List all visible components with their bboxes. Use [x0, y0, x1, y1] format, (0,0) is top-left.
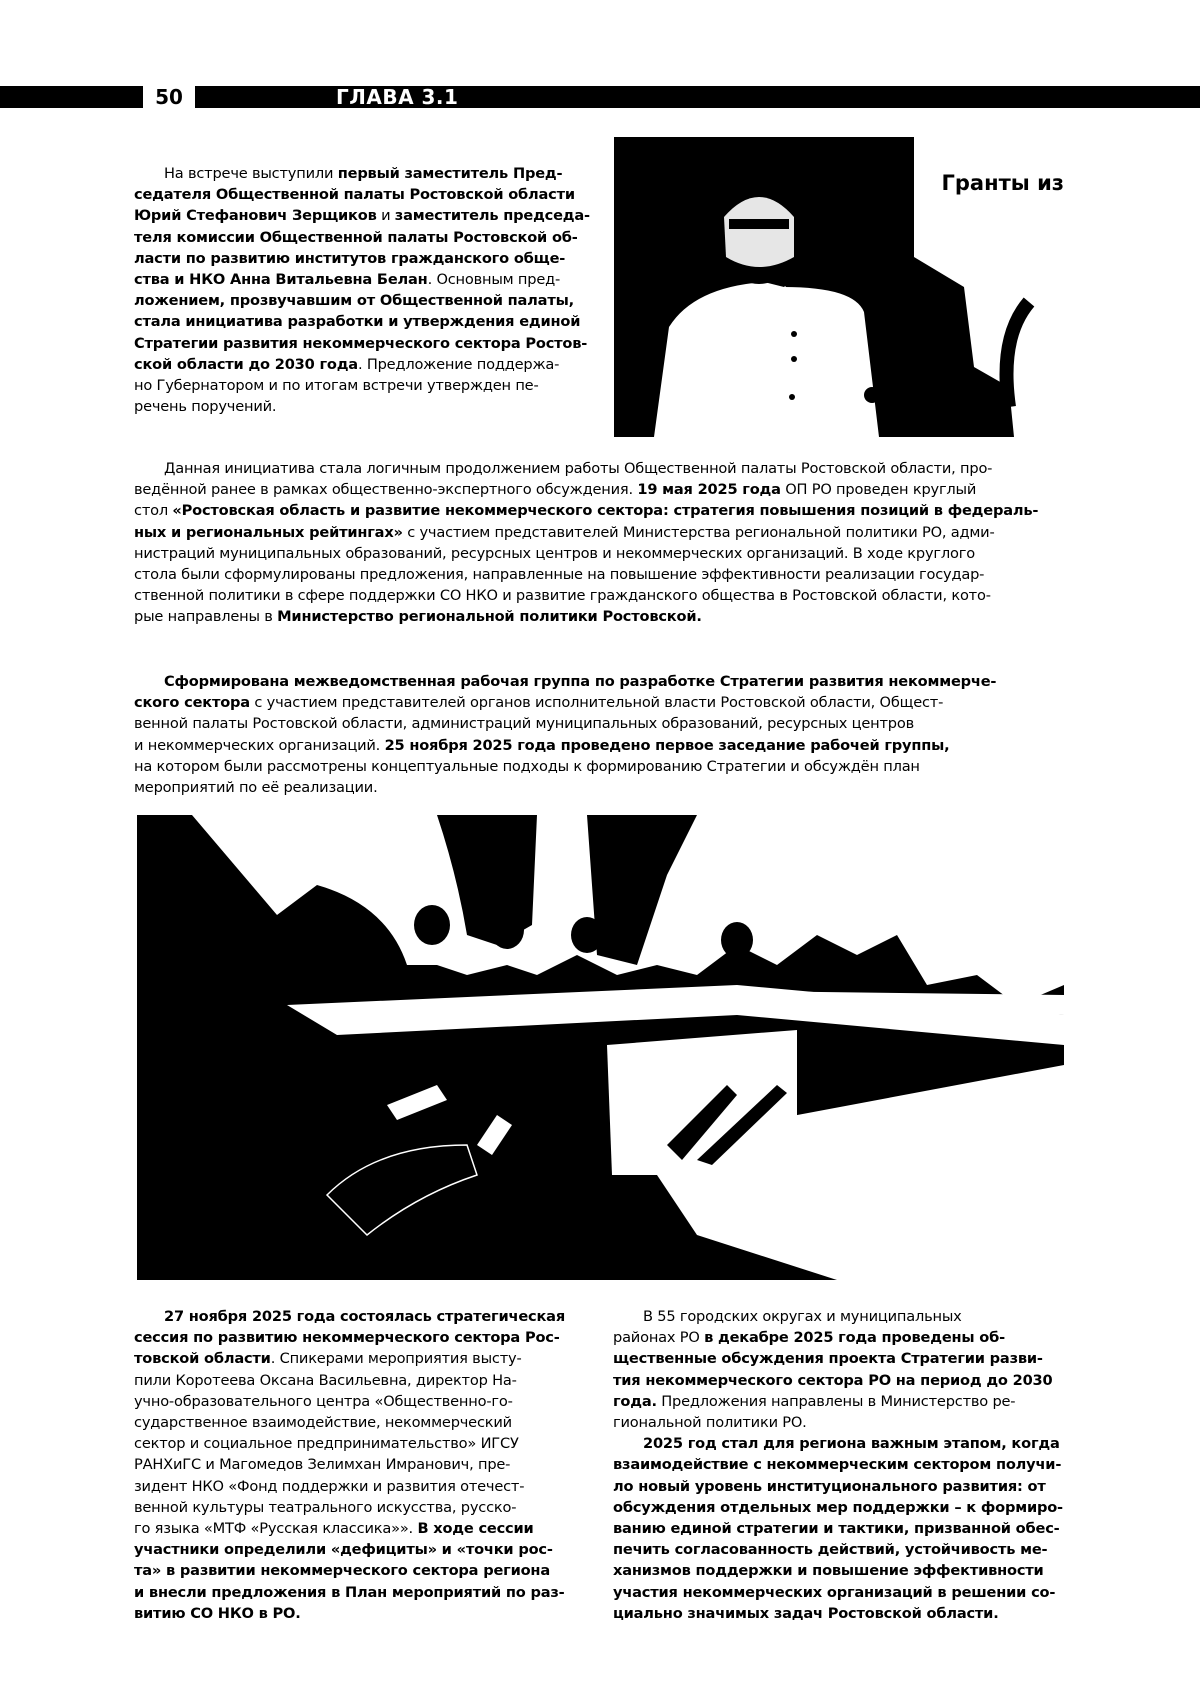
page-number: 50	[155, 85, 183, 109]
photo-screen-value: 8,7	[958, 383, 1008, 416]
photo-screen-caption: Гранты из	[941, 171, 1064, 195]
roundtable-paragraph: Данная инициатива стала логичным продолжением работы Общественной палаты Ростовской области, про- ведённой ранее в рамках общественно-экспертного обсуждения. 19 мая 2025 года ОП РО проведен круглый стол «Ростовская область и развитие некоммерческого сектора: стратегия повышения позиций в федераль- ных и региональных рейтингах» с участием представителей Министерства региональной политики РО, адми- нистраций муниципальных образований, ресурсных центров и некоммерческих организаций. В ходе круглого стола были сформулированы предложения, направленные на повышение эффективности реализации государ- ственной политики в сфере поддержки СО НКО и развитие гражданского общества в Ростовской области, кото- рые направлены в Министерство региональной политики Ростовской.	[134, 460, 1039, 626]
strategic-session-column: 27 ноября 2025 года состоялась стратегическая сессия по развитию некоммерческого сектора Рос- товской области. Спикерами мероприятия высту- пили Коротеева Оксана Васильевна, директор На- учно-образовательного центра «Общественно-го- сударственное взаимодействие, некоммерческий сектор и социальное предпринимательство» ИГСУ РАНХиГС и Магомедов Зелимхан Имранович, пре- зидент НКО «Фонд поддержки и развития отечест- венной культуры театрального искусства, русско- го языка «МТФ «Русская классика»». В ходе сессии участники определили «дефициты» и «точки рос- та» в развитии некоммерческого сектора региона и внесли предложения в План мероприятий по раз- витию СО НКО в РО.	[134, 1308, 566, 1622]
intro-paragraph: На встрече выступили первый заместитель Пред- седателя Общественной палаты Ростовской области Юрий Стефанович Зерщиков и заместитель председа- теля комиссии Общественной палаты Ростовской об- ласти по развитию институтов гражданского обще- ства и НКО Анна Витальевна Белан. Основным пред- ложением, прозвучавшим от Общественной палаты, стала инициатива разработки и утверждения единой Стратегии развития некоммерческого сектора Ростов- ской области до 2030 года. Предложение поддержа- но Губернатором и по итогам встречи утвержден пе- речень поручений.	[134, 165, 590, 416]
chapter-title: ГЛАВА 3.1	[336, 85, 459, 109]
chapter-header-bar	[0, 86, 1200, 108]
working-group-paragraph: Сформирована межведомственная рабочая группа по разработке Стратегии развития некоммерче- ского сектора с участием представителей органов исполнительной власти Ростовской области, Общест- венной палаты Ростовской области, администраций муниципальных образований, ресурсных центров и некоммерческих организаций. 25 ноября 2025 года проведено первое заседание рабочей группы, на котором были рассмотрены концептуальные подходы к формированию Стратегии и обсуждён план мероприятий по её реализации.	[134, 673, 997, 797]
speaker-photo	[614, 137, 1064, 437]
meeting-photo	[137, 815, 1064, 1280]
meeting-photo-graphic	[137, 815, 1064, 1280]
public-discussions-column: В 55 городских округах и муниципальных районах РО в декабре 2025 года проведены об- щественные обсуждения проекта Стратегии разви- тия некоммерческого сектора РО на период до 2030 года. Предложения направлены в Министерство ре- гиональной политики РО. 2025 год стал для региона важным этапом, когда взаимодействие с некоммерческим сектором получи- ло новый уровень институционального развития: от обсуждения отдельных мер поддержки – к формиро- ванию единой стратегии и тактики, призванной обес- печить согласованность действий, устойчивость ме- ханизмов поддержки и повышение эффективности участия некоммерческих организаций в решении со- циально значимых задач Ростовской области.	[613, 1308, 1063, 1622]
